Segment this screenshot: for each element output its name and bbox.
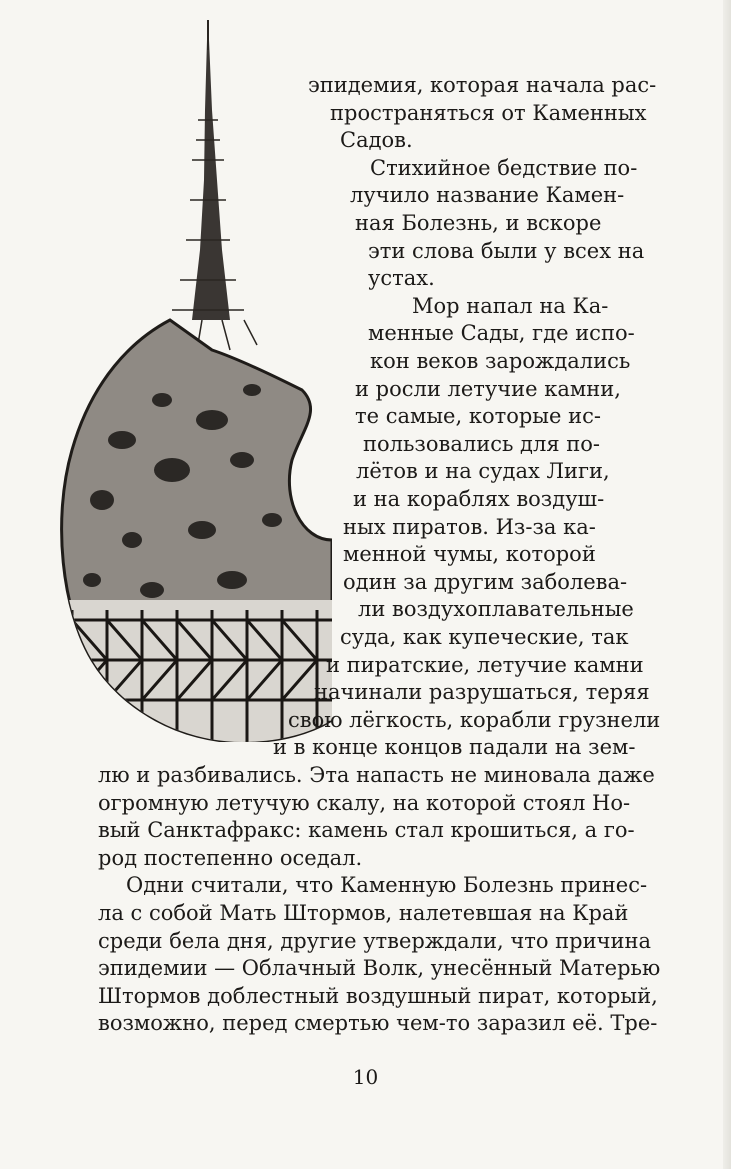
text-line: огромную летучую скалу, на которой стоял Но- [98, 790, 631, 815]
text-line-row [0, 1010, 731, 1038]
text-line: лётов и на судах Лиги, [356, 459, 610, 484]
text-line-row [0, 182, 731, 210]
text-line: кон веков зарождались [370, 349, 631, 373]
text-line: лю и разбивались. Эта напасть не миновала даже [98, 763, 655, 787]
text-line: и росли летучие камни, [355, 376, 621, 401]
text-line-row [0, 817, 731, 845]
text-line: менные Сады, где испо- [368, 321, 635, 346]
text-line: вый Санктафракс: камень стал крошиться, а го- [98, 818, 635, 843]
text-line: род постепенно оседал. [98, 845, 363, 870]
text-line-row [0, 210, 731, 238]
text-line: и на кораблях воздуш- [353, 487, 605, 511]
text-line: Стихийное бедствие по- [370, 155, 638, 180]
text-line-row [0, 72, 731, 100]
page-number: 10 [352, 1065, 379, 1089]
text-line-row [0, 403, 731, 431]
text-line-row [0, 707, 731, 735]
text-line: ли воздухоплавательные [358, 597, 634, 622]
text-line: эпидемии — Облачный Волк, унесённый Матерью [98, 956, 661, 981]
text-line-row [0, 624, 731, 652]
text-line-row [0, 127, 731, 155]
text-line-row [0, 900, 731, 928]
text-line: ла с собой Мать Штормов, налетевшая на Край [98, 901, 629, 925]
text-line: эпидемия, которая начала рас- [308, 73, 657, 97]
text-line: Одни считали, что Каменную Болезнь принес- [126, 873, 648, 898]
text-line: ная Болезнь, и вскоре [355, 211, 602, 235]
text-line-row [0, 486, 731, 514]
text-line-row [0, 983, 731, 1011]
text-line-row [0, 376, 731, 404]
text-line: один за другим заболева- [343, 569, 628, 594]
text-line-row [0, 569, 731, 597]
text-line: суда, как купеческие, так [340, 625, 629, 649]
text-line-row [0, 348, 731, 376]
text-line-row [0, 928, 731, 956]
text-line-row [0, 458, 731, 486]
text-line-row [0, 596, 731, 624]
text-line-row [0, 293, 731, 321]
text-line: ных пиратов. Из-за ка- [343, 514, 596, 539]
text-line: среди бела дня, другие утверждали, что причина [98, 928, 651, 953]
text-line: и в конце концов падали на зем- [273, 735, 636, 760]
text-line: и пиратские, летучие камни [326, 652, 644, 677]
text-line: свою лёгкость, корабли грузнели [288, 707, 661, 732]
text-line: Штормов доблестный воздушный пират, который, [98, 983, 658, 1008]
text-line: менной чумы, которой [343, 542, 596, 567]
text-line-row [0, 845, 731, 873]
text-line-row [0, 762, 731, 790]
text-line: Мор напал на Ка- [412, 293, 609, 318]
text-line-row [0, 100, 731, 128]
text-line-row [0, 265, 731, 293]
text-line: Садов. [340, 128, 413, 153]
text-line-row [0, 514, 731, 542]
text-line-row [0, 238, 731, 266]
text-line-row [0, 955, 731, 983]
text-line-row [0, 734, 731, 762]
text-line-row [0, 679, 731, 707]
text-line: пользовались для по- [363, 431, 600, 456]
text-line: начинали разрушаться, теряя [314, 680, 650, 705]
text-line: устах. [368, 266, 435, 291]
text-line-row [0, 155, 731, 183]
text-line: возможно, перед смертью чем-то заразил её. Тре- [98, 1011, 658, 1036]
text-line-row [0, 320, 731, 348]
text-line-row [0, 541, 731, 569]
text-line-row [0, 652, 731, 680]
text-line-row [0, 431, 731, 459]
text-line-row [0, 790, 731, 818]
text-line: лучило название Камен- [350, 183, 625, 208]
text-line: эти слова были у всех на [368, 238, 645, 263]
text-line: пространяться от Каменных [330, 100, 647, 125]
text-line-row [0, 872, 731, 900]
text-line: те самые, которые ис- [355, 404, 601, 429]
